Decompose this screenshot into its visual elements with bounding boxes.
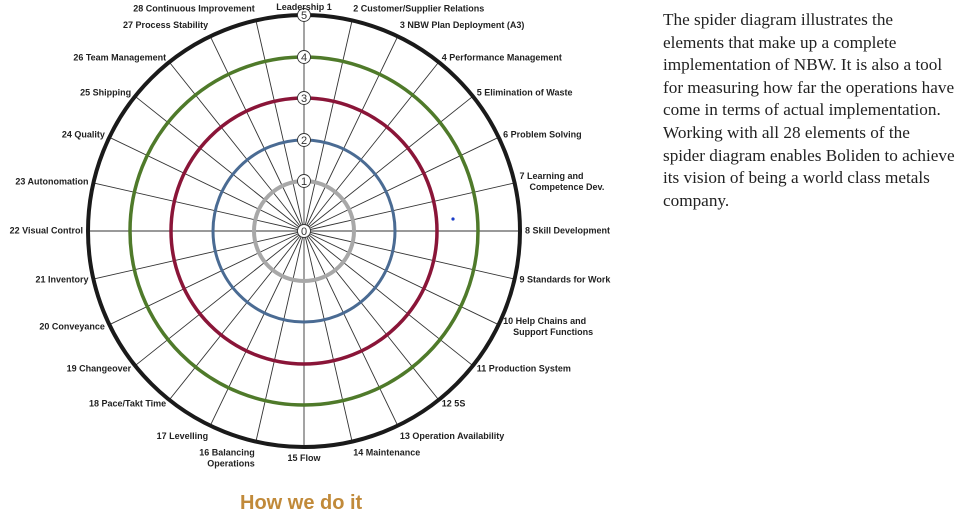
ring-label-2: 2 — [300, 135, 308, 147]
spoke-label-18: 18 Pace/Takt Time — [88, 398, 167, 409]
spoke-label-16-line-2: Operations — [207, 458, 255, 469]
spoke-line — [109, 231, 304, 325]
spoke-label-16-line-1: 16 Balancing — [199, 447, 255, 458]
spoke-label-9: 9 Standards for Work — [519, 274, 611, 285]
spoke-line — [304, 231, 398, 426]
ring-label-3: 3 — [300, 93, 308, 105]
spoke-label-26: 26 Team Management — [73, 52, 167, 63]
spoke-label-15: 15 Flow — [287, 453, 321, 463]
spoke-label-21: 21 Inventory — [35, 274, 89, 285]
spoke-label-19: 19 Changeover — [66, 363, 132, 374]
spoke-label-1: Leadership 1 — [276, 2, 332, 12]
spoke-label-28: 28 Continuous Improvement — [133, 3, 255, 14]
spider-dot — [451, 217, 454, 220]
spoke-label-2: 2 Customer/Supplier Relations — [353, 3, 485, 14]
spoke-line — [210, 36, 304, 231]
spoke-label-8: 8 Skill Development — [525, 225, 611, 236]
spoke-label-14: 14 Maintenance — [353, 447, 421, 458]
spoke-label-13: 13 Operation Availability — [399, 431, 505, 442]
spoke-label-11: 11 Production System — [476, 363, 571, 374]
spoke-label-17: 17 Levelling — [156, 431, 209, 442]
spoke-line — [304, 231, 473, 366]
caption-text: The spider diagram illustrates the elements that make up a complete implementation of NBW. It is also a tool for measuring how far the operations have come in terms of actual implementation. Working with all 28 elements of the spider diagram enables Boliden to achieve its vision of being a world class metals company. — [663, 10, 955, 210]
spoke-line — [135, 96, 304, 231]
spoke-line — [304, 231, 499, 325]
spoke-label-7-line-2: Competence Dev. — [529, 181, 605, 192]
spoke-label-3: 3 NBW Plan Deployment (A3) — [399, 19, 525, 30]
footer-title: How we do it — [240, 492, 363, 514]
spoke-label-6: 6 Problem Solving — [503, 129, 582, 140]
spoke-line — [304, 231, 439, 400]
spoke-label-25: 25 Shipping — [80, 87, 132, 98]
spoke-label-5: 5 Elimination of Waste — [476, 87, 573, 98]
spoke-label-12: 12 5S — [441, 398, 466, 409]
spoke-label-7-line-1: 7 Learning and — [519, 170, 584, 181]
spoke-line — [109, 137, 304, 231]
spoke-label-10-line-1: 10 Help Chains and — [503, 315, 587, 326]
ring-label-1: 1 — [300, 176, 308, 188]
spoke-line — [210, 231, 304, 426]
spoke-line — [304, 36, 398, 231]
spoke-label-10-line-2: Support Functions — [513, 326, 594, 337]
ring-label-5: 5 — [300, 10, 308, 22]
spoke-line — [135, 231, 304, 366]
spoke-label-24: 24 Quality — [61, 129, 105, 140]
spoke-line — [169, 231, 304, 400]
spoke-label-27: 27 Process Stability — [123, 19, 209, 30]
ring-label-4: 4 — [300, 52, 308, 64]
spoke-label-4: 4 Performance Management — [441, 52, 562, 63]
spoke-line — [169, 62, 304, 231]
ring-label-0: 0 — [300, 226, 308, 238]
spoke-label-23: 23 Autonomation — [15, 176, 89, 187]
spoke-line — [304, 96, 473, 231]
spoke-line — [304, 62, 439, 231]
spoke-label-20: 20 Conveyance — [39, 321, 105, 332]
spoke-line — [304, 137, 499, 231]
spoke-label-22: 22 Visual Control — [9, 225, 83, 236]
